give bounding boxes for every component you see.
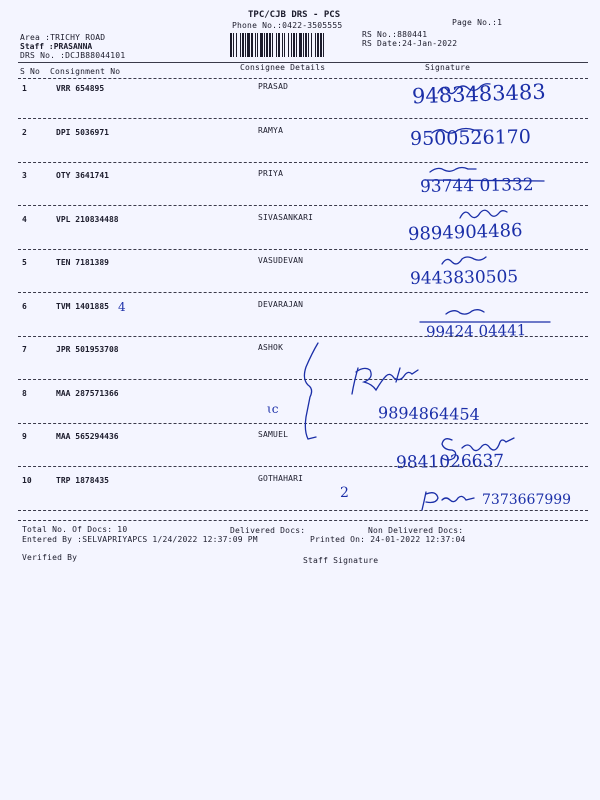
row-consignment-no: DPI 5036971 xyxy=(56,127,109,137)
verified-by: Verified By xyxy=(22,553,78,562)
row-consignment-no: OTY 3641741 xyxy=(56,171,109,180)
row-handwritten-phone: 93744 01332 xyxy=(419,175,534,197)
total-docs: Total No. Of Docs: 10 xyxy=(22,525,128,534)
row-consignee: SAMUEL xyxy=(258,430,289,439)
row-sno: 3 xyxy=(22,171,27,180)
col-consignee: Consignee Details xyxy=(240,63,326,72)
rs-number: RS No.:880441 xyxy=(362,30,428,39)
drs-number: DRS No. :DCJB88044101 xyxy=(20,51,126,60)
entered-by: Entered By :SELVAPRIYAPCS 1/24/2022 12:37:09 PM xyxy=(22,535,258,544)
printed-on: Printed On: 24-01-2022 12:37:04 xyxy=(310,535,466,544)
col-consignment: Consignment No xyxy=(50,67,121,76)
rs-date: RS Date:24-Jan-2022 xyxy=(362,39,458,48)
row-consignee: DEVARAJAN xyxy=(258,299,304,309)
row-sno: 6 xyxy=(22,301,27,311)
row-consignee: ASHOK xyxy=(258,343,284,352)
signature-scribble xyxy=(304,343,318,439)
row-consignment-no: MAA 287571366 xyxy=(56,388,119,398)
row-handwritten-phone: 9894864454 xyxy=(377,403,480,424)
row-sno: 4 xyxy=(22,214,27,224)
row-handwritten-phone: 9841026637 xyxy=(395,451,505,473)
row-handwritten-phone: 9500526170 xyxy=(409,125,532,151)
row-sno: 2 xyxy=(22,127,27,137)
row-handwritten-phone: 99424 04441 xyxy=(425,321,527,341)
row-consignment-no: TRP 1878435 xyxy=(56,475,109,485)
signature-scribble xyxy=(420,310,550,322)
signature-scribble xyxy=(460,210,507,218)
row-handwritten-phone: 7373667999 xyxy=(482,492,572,508)
signature-scribble xyxy=(352,368,418,394)
row-handwritten-phone: 9443830505 xyxy=(409,267,519,289)
non-delivered-docs: Non Delivered Docs: xyxy=(368,526,464,535)
row-consignee: RAMYA xyxy=(258,125,284,135)
row-consignee: VASUDEVAN xyxy=(258,256,304,265)
row-sno: 8 xyxy=(22,388,27,398)
row-sno: 9 xyxy=(22,432,27,441)
row-sno: 1 xyxy=(22,84,27,93)
row-sno: 7 xyxy=(22,345,27,354)
staff-label: Staff :PRASANNA xyxy=(20,42,93,51)
row10-handwritten-mark: 2 xyxy=(340,485,349,501)
signature-scribble xyxy=(438,84,490,94)
row-sno: 5 xyxy=(22,258,27,267)
row8-handwritten-tick: ɩc xyxy=(267,402,279,416)
phone-number: Phone No.:0422-3505555 xyxy=(232,21,343,30)
row-consignment-no: MAA 565294436 xyxy=(56,432,119,441)
footer-divider xyxy=(18,520,588,521)
row-sno: 10 xyxy=(22,475,32,485)
row-consignee: GOTHAHARI xyxy=(258,473,304,483)
row-consignee: SIVASANKARI xyxy=(258,212,314,222)
row6-handwritten-digit: 4 xyxy=(118,300,126,314)
row-consignment-no: VPL 210834488 xyxy=(56,214,119,224)
report-title: TPC/CJB DRS - PCS xyxy=(248,10,341,20)
col-signature: Signature xyxy=(425,63,471,72)
row-consignment-no: TVM 1401885 xyxy=(56,301,109,311)
row-consignee: PRASAD xyxy=(258,82,289,91)
signature-scribble xyxy=(422,492,474,510)
page-number: Page No.:1 xyxy=(452,18,503,27)
col-sno: S No xyxy=(20,67,41,76)
row-handwritten-phone: 9483483483 xyxy=(411,79,546,109)
row-consignee: PRIYA xyxy=(258,169,284,178)
delivered-docs: Delivered Docs: xyxy=(230,526,306,535)
signature-scribble xyxy=(442,438,514,460)
signature-scribble xyxy=(432,129,482,134)
area-label: Area :TRICHY ROAD xyxy=(20,33,106,42)
signature-scribble xyxy=(442,257,486,264)
row-consignment-no: TEN 7181389 xyxy=(56,258,109,267)
row-consignment-no: JPR 501953708 xyxy=(56,345,119,354)
row-consignment-no: VRR 654895 xyxy=(56,84,105,93)
row-handwritten-phone: 9894904486 xyxy=(407,220,523,245)
signature-scribble xyxy=(424,168,544,182)
staff-signature: Staff Signature xyxy=(303,556,379,565)
